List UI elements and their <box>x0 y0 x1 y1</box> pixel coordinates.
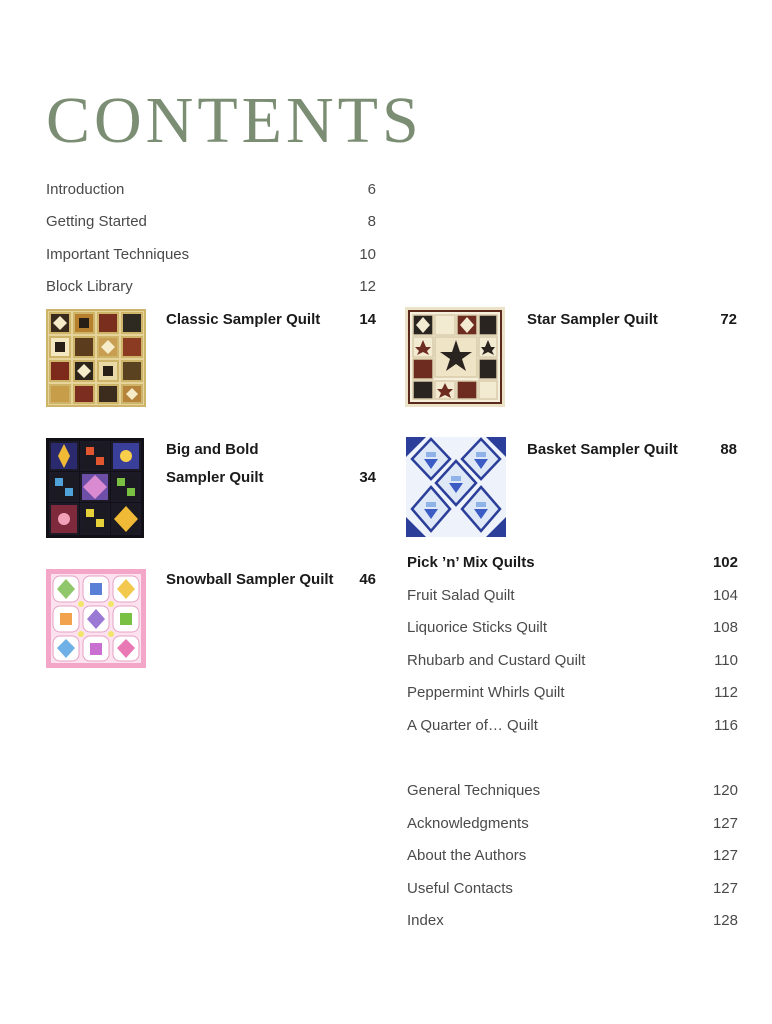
toc-item-peppermint-whirls[interactable] <box>407 683 738 703</box>
toc-page: 104 <box>712 587 738 604</box>
toc-page: 72 <box>720 311 737 328</box>
toc-item-general-techniques[interactable] <box>407 781 738 801</box>
basket-sampler-quilt-image <box>406 437 506 537</box>
toc-page: 127 <box>712 847 738 864</box>
big-and-bold-sampler-quilt-image <box>46 438 144 538</box>
toc-item-basket-sampler-quilt[interactable]: Basket Sampler Quilt <box>527 441 678 458</box>
toc-item-a-quarter-of[interactable] <box>407 716 738 736</box>
toc-item-star-sampler-quilt[interactable]: Star Sampler Quilt <box>527 311 658 328</box>
toc-page: 12 <box>359 278 376 295</box>
toc-item-block-library[interactable] <box>46 277 376 297</box>
toc-item-about-the-authors[interactable] <box>407 846 738 866</box>
toc-label: About the Authors <box>407 847 527 864</box>
toc-page: 110 <box>714 652 738 669</box>
toc-item-important-techniques[interactable] <box>46 245 376 265</box>
toc-label: General Techniques <box>407 782 541 799</box>
classic-sampler-quilt-image <box>46 309 146 407</box>
page-title: CONTENTS <box>46 84 423 157</box>
toc-item-liquorice-sticks[interactable] <box>407 618 738 638</box>
toc-item-index[interactable] <box>407 911 738 931</box>
toc-page: 8 <box>367 213 376 230</box>
toc-item-big-and-bold-title-line1[interactable]: Big and Bold <box>166 441 259 458</box>
snowball-sampler-quilt-image <box>46 569 146 668</box>
toc-item-useful-contacts[interactable] <box>407 879 738 899</box>
toc-item-classic-sampler-quilt[interactable]: Classic Sampler Quilt <box>166 311 321 328</box>
toc-page: 112 <box>714 684 738 701</box>
toc-label: Liquorice Sticks Quilt <box>407 619 548 636</box>
toc-page: 46 <box>359 571 376 588</box>
toc-page: 14 <box>359 311 376 328</box>
toc-page: 116 <box>714 717 738 734</box>
toc-label: Useful Contacts <box>407 880 513 897</box>
toc-label: A Quarter of… Quilt <box>407 717 538 734</box>
toc-page: 120 <box>712 782 738 799</box>
toc-label: Getting Started <box>46 213 147 230</box>
toc-label: Acknowledgments <box>407 815 529 832</box>
toc-page: 108 <box>712 619 738 636</box>
toc-page: 128 <box>712 912 738 929</box>
toc-label: Fruit Salad Quilt <box>407 587 515 604</box>
toc-label: Introduction <box>46 181 125 198</box>
toc-label: Important Techniques <box>46 246 190 263</box>
toc-item-acknowledgments[interactable] <box>407 814 738 834</box>
toc-item-introduction[interactable] <box>46 180 376 200</box>
toc-label: Block Library <box>46 278 133 295</box>
toc-page: 102 <box>712 554 738 571</box>
toc-label: Peppermint Whirls Quilt <box>407 684 565 701</box>
star-sampler-quilt-image <box>405 307 505 407</box>
toc-item-rhubarb-and-custard[interactable] <box>407 651 738 671</box>
toc-label: Rhubarb and Custard Quilt <box>407 652 586 669</box>
toc-page: 10 <box>359 246 376 263</box>
toc-page: 88 <box>720 441 737 458</box>
toc-item-fruit-salad[interactable] <box>407 586 738 606</box>
toc-page: 127 <box>712 815 738 832</box>
toc-page: 34 <box>359 469 376 486</box>
toc-item-big-and-bold-title-line2[interactable]: Sampler Quilt <box>166 469 264 486</box>
toc-heading-pick-n-mix[interactable] <box>407 553 738 573</box>
toc-label: Index <box>407 912 444 929</box>
toc-item-getting-started[interactable] <box>46 212 376 232</box>
toc-page: 6 <box>367 181 376 198</box>
toc-label: Pick ’n’ Mix Quilts <box>407 554 535 571</box>
toc-page: 127 <box>712 880 738 897</box>
toc-item-snowball-sampler-quilt[interactable]: Snowball Sampler Quilt <box>166 571 334 588</box>
